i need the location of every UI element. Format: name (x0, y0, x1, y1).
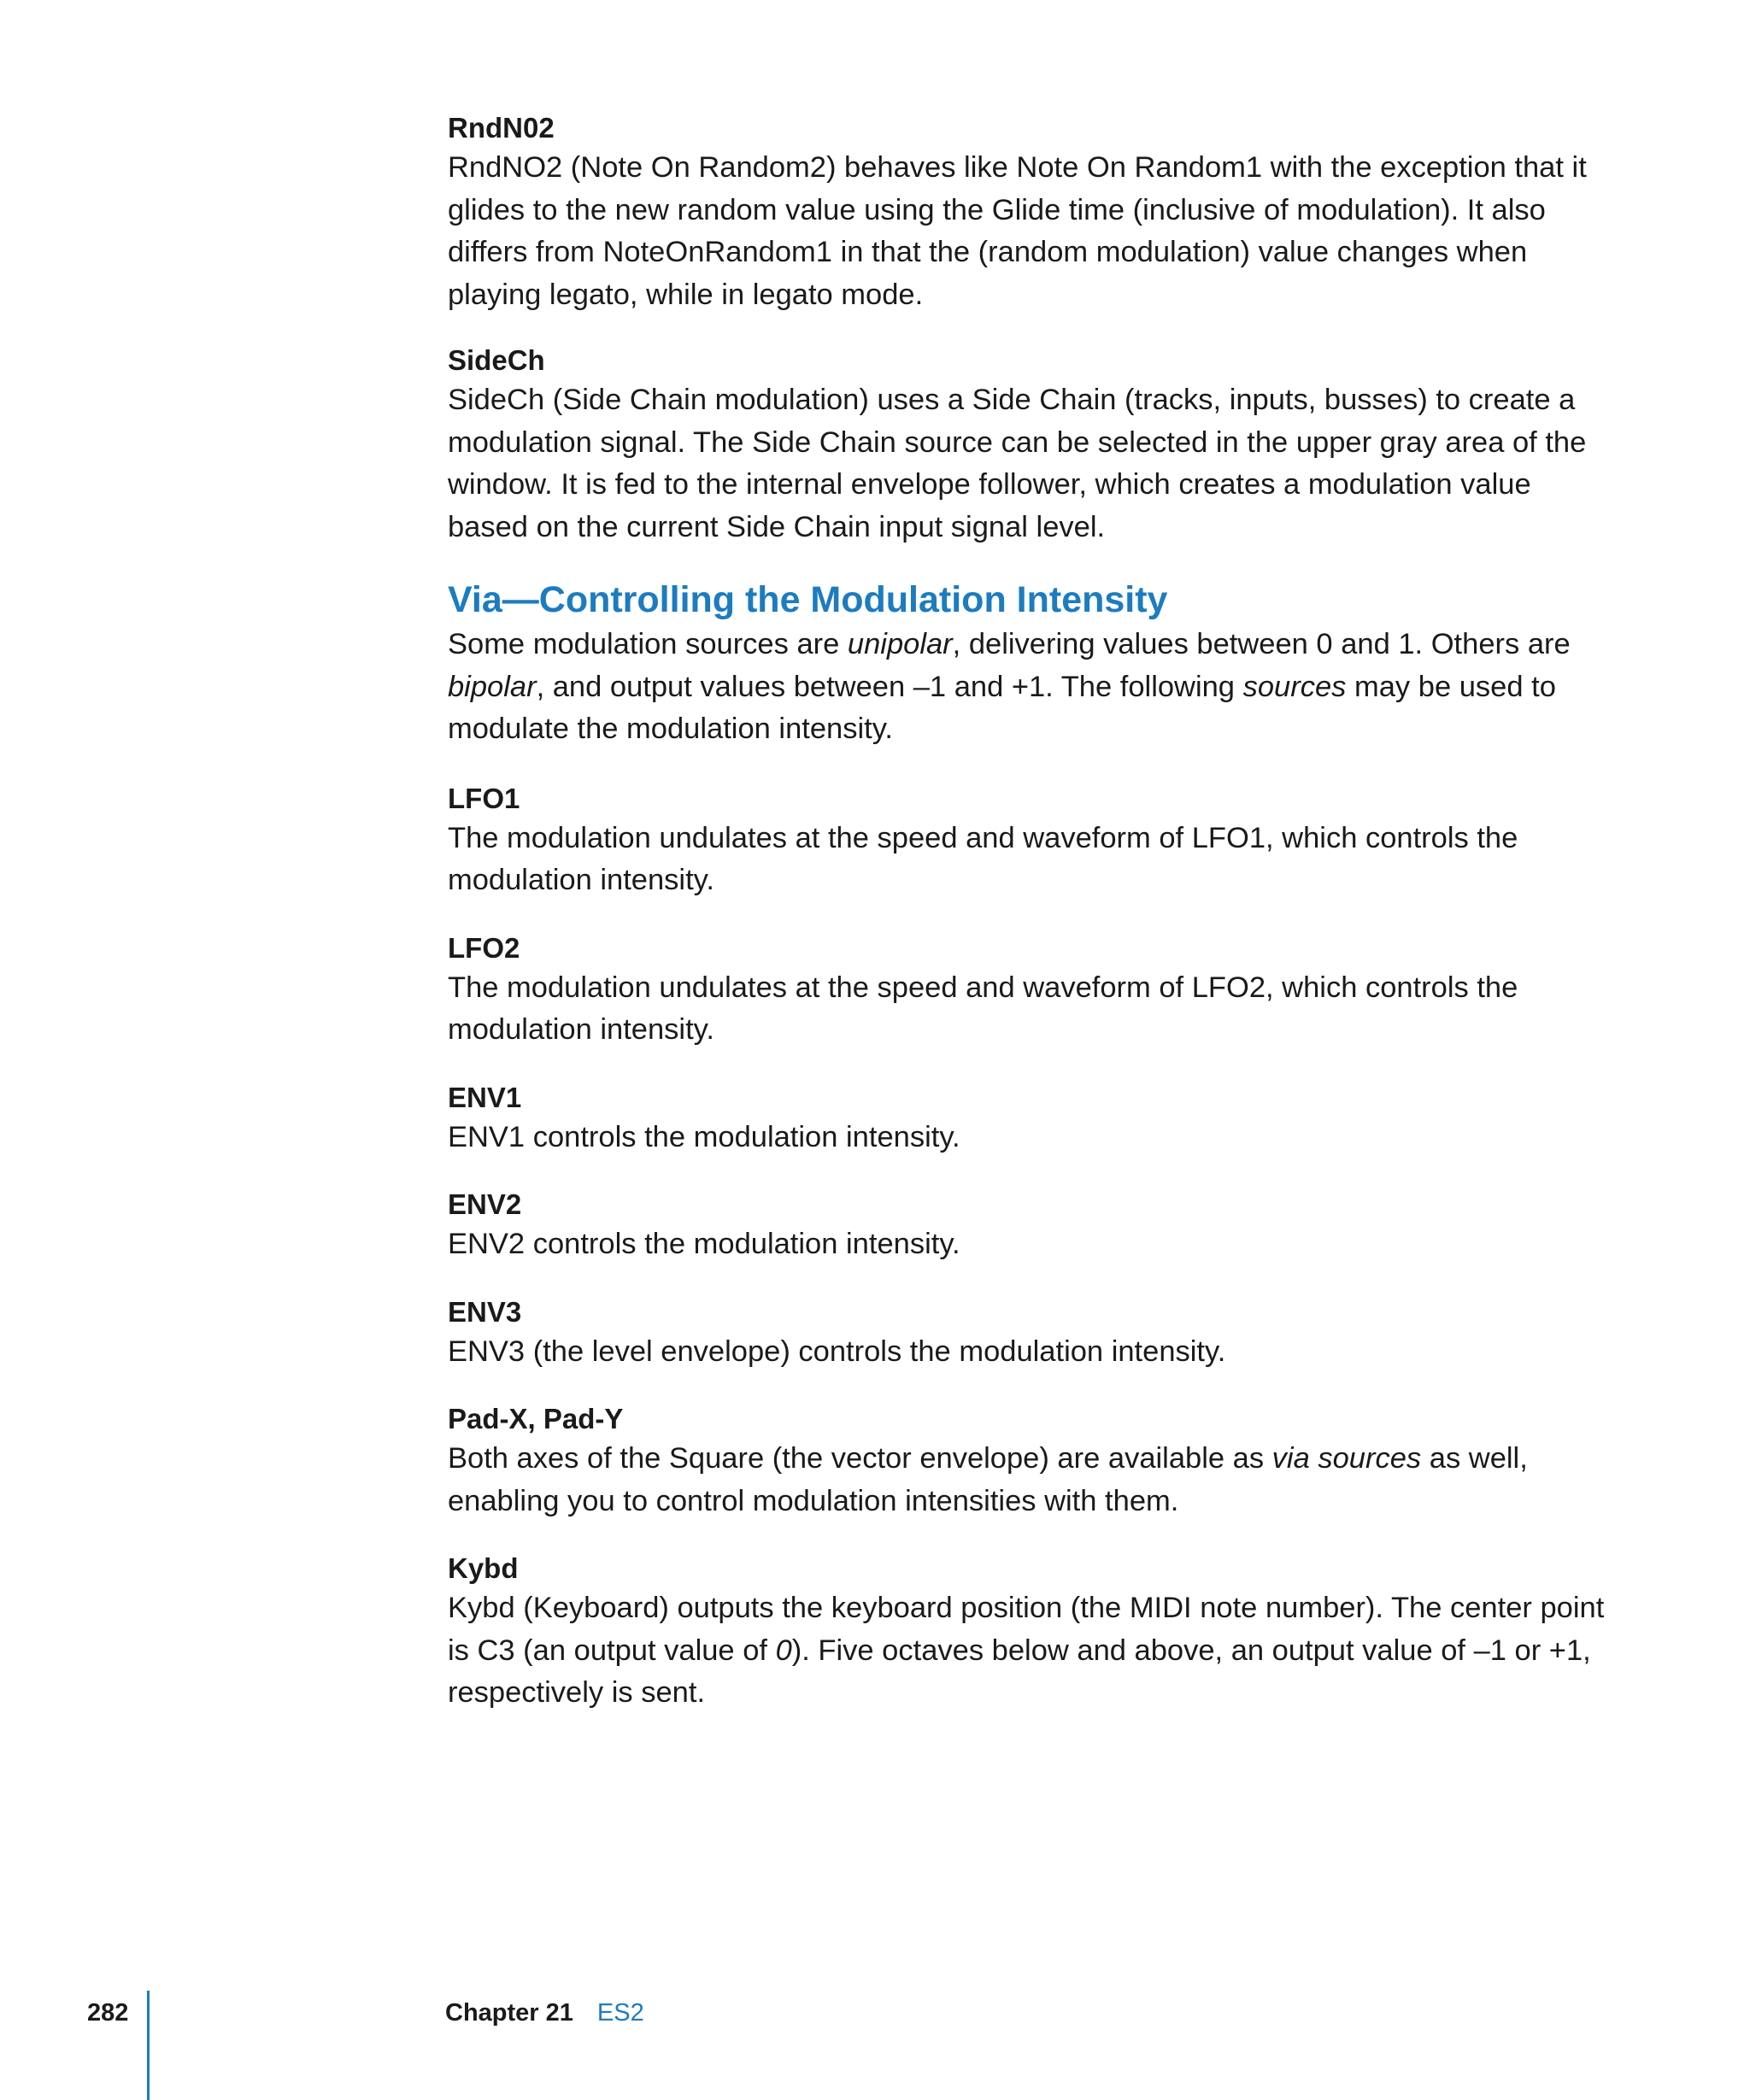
pad-text-part-1: Both axes of the Square (the vector envelope) are available as (448, 1442, 1272, 1475)
term-sidech: SideCh (448, 344, 545, 376)
term-kybd: Kybd (448, 1552, 519, 1584)
text-env1: ENV1 controls the modulation intensity. (448, 1120, 960, 1153)
text-kybd (448, 1587, 1610, 1715)
page-content (448, 109, 1610, 1742)
footer-divider (147, 1991, 150, 2100)
text-sidech: SideCh (Side Chain modulation) uses a Side Chain (tracks, inputs, busses) to create a modulation signal. The Side Chain source can be selected in the upper gray area of the window. It is fed to the internal envelope follower, which creates a modulation value based on the current Side Chain input signal level. (448, 384, 1587, 543)
section-pad (448, 1400, 1610, 1522)
kybd-text-part-2: ). Five octaves below and above, an output value of –1 or +1, respectively is sent. (448, 1634, 1591, 1709)
text-rndn02: RndNO2 (Note On Random2) behaves like Note On Random1 with the exception that it glides to the new random value using the Glide time (inclusive of modulation). It also differs from NoteOnRandom1 in that the (random modulation) value changes when playing legato, while in legato mode. (448, 151, 1587, 311)
section-heading-via: Via—Controlling the Modulation Intensity (448, 579, 1168, 620)
text-env3: ENV3 (the level envelope) controls the modulation intensity. (448, 1334, 1226, 1368)
pad-text-part-2: as well, enabling you to control modulation intensities with them. (448, 1442, 1528, 1517)
via-intro-part-2: , delivering values between 0 and 1. Others are (952, 628, 1571, 660)
section-lfo1 (448, 780, 1610, 902)
section-env3 (448, 1293, 1610, 1374)
section-sidech (448, 342, 1610, 548)
text-env2: ENV2 controls the modulation intensity. (448, 1228, 960, 1260)
via-intro-part-1: Some modulation sources are (448, 628, 848, 660)
footer-chapter (445, 1996, 644, 2030)
term-pad: Pad-X, Pad-Y (448, 1403, 624, 1434)
term-rndn02: RndN02 (448, 112, 555, 144)
term-lfo2: LFO2 (448, 931, 520, 964)
section-lfo2 (448, 930, 1610, 1052)
text-lfo1: The modulation undulates at the speed and waveform of LFO1, which controls the modulation intensity. (448, 821, 1518, 896)
via-intro-em-unipolar: unipolar (847, 628, 953, 660)
chapter-name: ES2 (596, 1999, 644, 2027)
text-via-intro (448, 624, 1610, 751)
page-number: 282 (87, 1999, 129, 2027)
via-intro-em-sources: sources (1242, 670, 1347, 703)
section-kybd (448, 1550, 1610, 1715)
pad-text-em: via sources (1271, 1442, 1422, 1475)
section-via (448, 576, 1610, 751)
term-env3: ENV3 (448, 1295, 522, 1328)
via-intro-part-3: , and output values between –1 and +1. The following (536, 670, 1243, 703)
kybd-text-em: 0 (775, 1634, 792, 1667)
term-env1: ENV1 (448, 1081, 522, 1113)
section-rndn02 (448, 109, 1610, 316)
section-env2 (448, 1186, 1610, 1266)
text-pad (448, 1438, 1610, 1522)
term-env2: ENV2 (448, 1188, 522, 1220)
chapter-label: Chapter 21 (445, 1999, 573, 2027)
kybd-text-part-1: Kybd (Keyboard) outputs the keyboard position (the MIDI note number). The center point is C3 (an output value of (448, 1592, 1605, 1667)
via-intro-part-4: may be used to modulate the modulation intensity. (448, 670, 1556, 745)
term-lfo1: LFO1 (448, 782, 520, 814)
section-env1 (448, 1079, 1610, 1159)
text-lfo2: The modulation undulates at the speed and waveform of LFO2, which controls the modulation intensity. (448, 971, 1518, 1046)
via-intro-em-bipolar: bipolar (448, 670, 537, 703)
